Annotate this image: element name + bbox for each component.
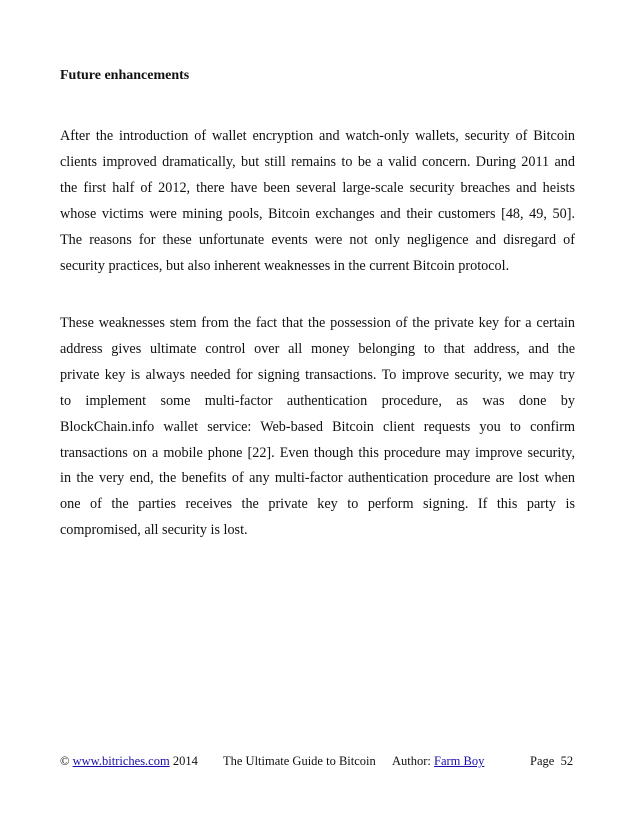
footer-book-title: The Ultimate Guide to Bitcoin: [223, 754, 376, 768]
footer-copyright: [60, 752, 198, 770]
page-footer: [60, 752, 580, 770]
paragraph-2-line: to implement some multi-factor authentication procedure, as was done by: [60, 392, 575, 409]
copyright-symbol: ©: [60, 754, 70, 768]
paragraph-2-line: in the very end, the benefits of any multi-factor authentication procedure are lost when: [60, 470, 575, 487]
section-heading: Future enhancements: [60, 68, 190, 83]
paragraph-2-line: BlockChain.info wallet service: Web-based Bitcoin client requests you to confirm: [60, 418, 575, 435]
paragraph-1-line: The reasons for these unfortunate events were not only negligence and disregard of: [60, 231, 575, 248]
paragraph-2-line: compromised, all security is lost.: [60, 522, 248, 539]
footer-year: 2014: [172, 754, 198, 768]
footer-page-number: [530, 752, 573, 770]
paragraph-2-line: transactions on a mobile phone [22]. Even though this procedure may improve security,: [60, 444, 575, 461]
paragraph-2-line: private key is always needed for signing transactions. To improve security, we may try: [60, 366, 575, 383]
author-link[interactable]: Farm Boy: [434, 754, 485, 768]
page-number: 52: [560, 754, 574, 768]
paragraph-2-line: one of the parties receives the private key to perform signing. If this party is: [60, 496, 575, 513]
paragraph-1-line: whose victims were mining pools, Bitcoin exchanges and their customers [48, 49, 50].: [60, 205, 575, 222]
site-link[interactable]: www.bitriches.com: [72, 754, 170, 768]
page-label: Page: [530, 754, 555, 768]
paragraph-1-line: the first half of 2012, there have been several large-scale security breaches and heists: [60, 179, 575, 196]
paragraph-1-line: security practices, but also inherent weaknesses in the current Bitcoin protocol.: [60, 257, 510, 274]
footer-author: [392, 752, 484, 770]
paragraph-1-line: clients improved dramatically, but still remains to be a valid concern. During 2011 and: [60, 153, 575, 170]
paragraph-1: [60, 124, 575, 279]
paragraph-1-line: After the introduction of wallet encryption and watch-only wallets, security of Bitcoin: [60, 128, 575, 144]
paragraph-2-line: address gives ultimate control over all money belonging to that address, and the: [60, 340, 575, 357]
paragraph-2: [60, 311, 575, 544]
author-label: Author:: [392, 754, 431, 768]
paragraph-2-line: These weaknesses stem from the fact that the possession of the private key for a certain: [60, 315, 575, 331]
